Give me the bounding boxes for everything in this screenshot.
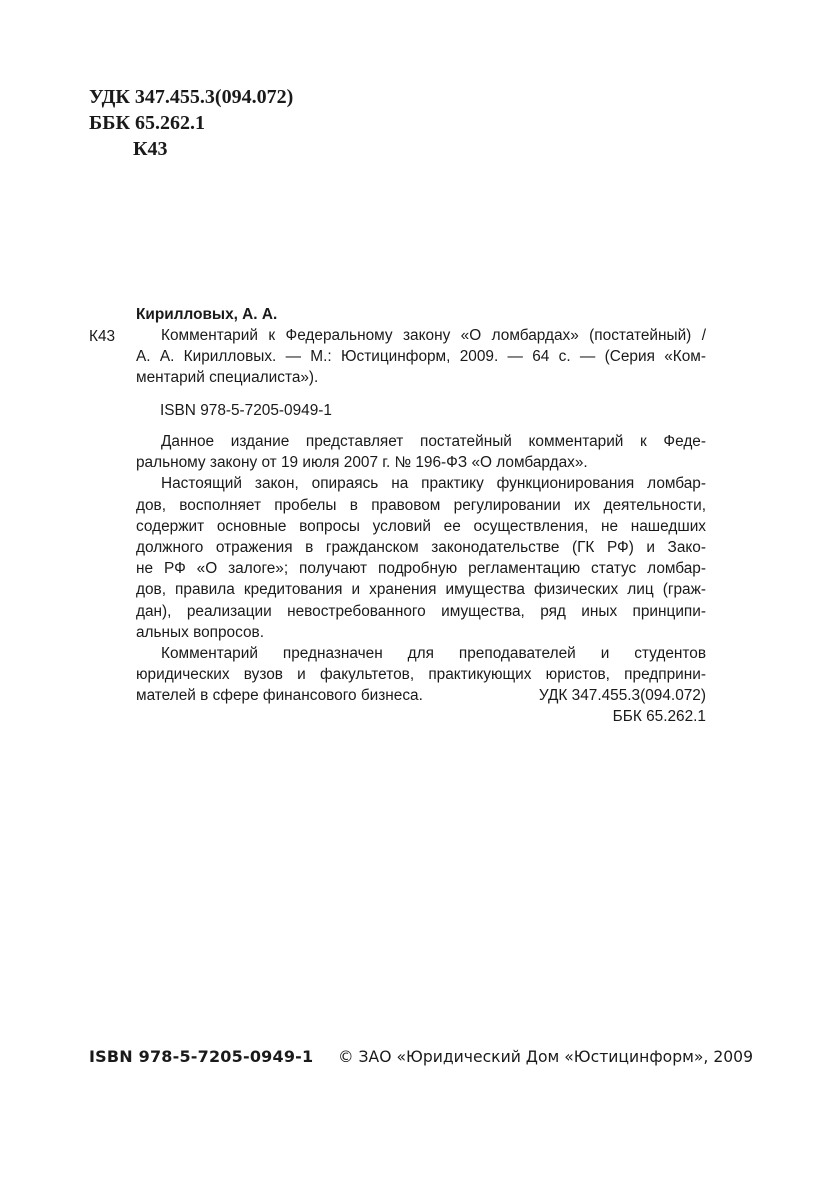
card-bbk: ББК 65.262.1 xyxy=(612,708,706,726)
header-udk: УДК 347.455.3(094.072) xyxy=(89,86,294,108)
annotation-line: дан), реализации невостребованного имущества, ряд иных принципи- xyxy=(136,602,706,620)
annotation-line: должного отражения в гражданском законодательстве (ГК РФ) и Зако- xyxy=(136,539,706,557)
annotation-line: не РФ «О залоге»; получают подробную регламентацию статус ломбар- xyxy=(136,560,706,578)
annotation-line: дов, правила кредитования и хранения имущества физических лиц (граж- xyxy=(136,581,706,599)
annotation-line: Данное издание представляет постатейный комментарий к Феде- xyxy=(161,433,706,450)
card-title-line: Комментарий к Федеральному закону «О ломбардах» (постатейный) / xyxy=(161,327,706,344)
annotation-line: Комментарий предназначен для преподавателей и студентов xyxy=(161,645,706,663)
card-classification-codes xyxy=(136,685,706,727)
annotation-line: Настоящий закон, опираясь на практику функционирования ломбар- xyxy=(161,475,706,493)
annotation-line: дов, восполняет пробелы в правовом регулировании их деятельности, xyxy=(136,496,706,514)
footer-isbn: ISBN 978-5-7205-0949-1 xyxy=(89,1047,314,1066)
card-title-block xyxy=(136,325,706,389)
card-annotation xyxy=(136,431,706,707)
card-title-line: А. А. Кирилловых. — М.: Юстицинформ, 2009. — 64 с. — (Серия «Ком- xyxy=(136,348,706,366)
annotation-line: ральному закону от 19 июля 2007 г. № 196-ФЗ «О ломбардах». xyxy=(136,454,588,472)
header-author-code: К43 xyxy=(133,138,168,160)
card-udk: УДК 347.455.3(094.072) xyxy=(538,687,706,704)
annotation-line: юридических вузов и факультетов, практикующих юристов, предприни- xyxy=(136,666,706,684)
header-bbk: ББК 65.262.1 xyxy=(89,112,205,134)
annotation-line: альных вопросов. xyxy=(136,623,264,641)
annotation-line: содержит основные вопросы условий ее осуществления, не нашедших xyxy=(136,517,706,535)
card-isbn: ISBN 978-5-7205-0949-1 xyxy=(160,402,332,419)
card-author-code: К43 xyxy=(89,328,116,345)
card-author: Кирилловых, А. А. xyxy=(136,306,278,323)
card-title-line: ментарий специалиста»). xyxy=(136,369,319,387)
footer-copyright: © ЗАО «Юридический Дом «Юстицинформ», 2009 xyxy=(338,1048,754,1066)
annotation-line: мателей в сфере финансового бизнеса. xyxy=(136,687,423,705)
